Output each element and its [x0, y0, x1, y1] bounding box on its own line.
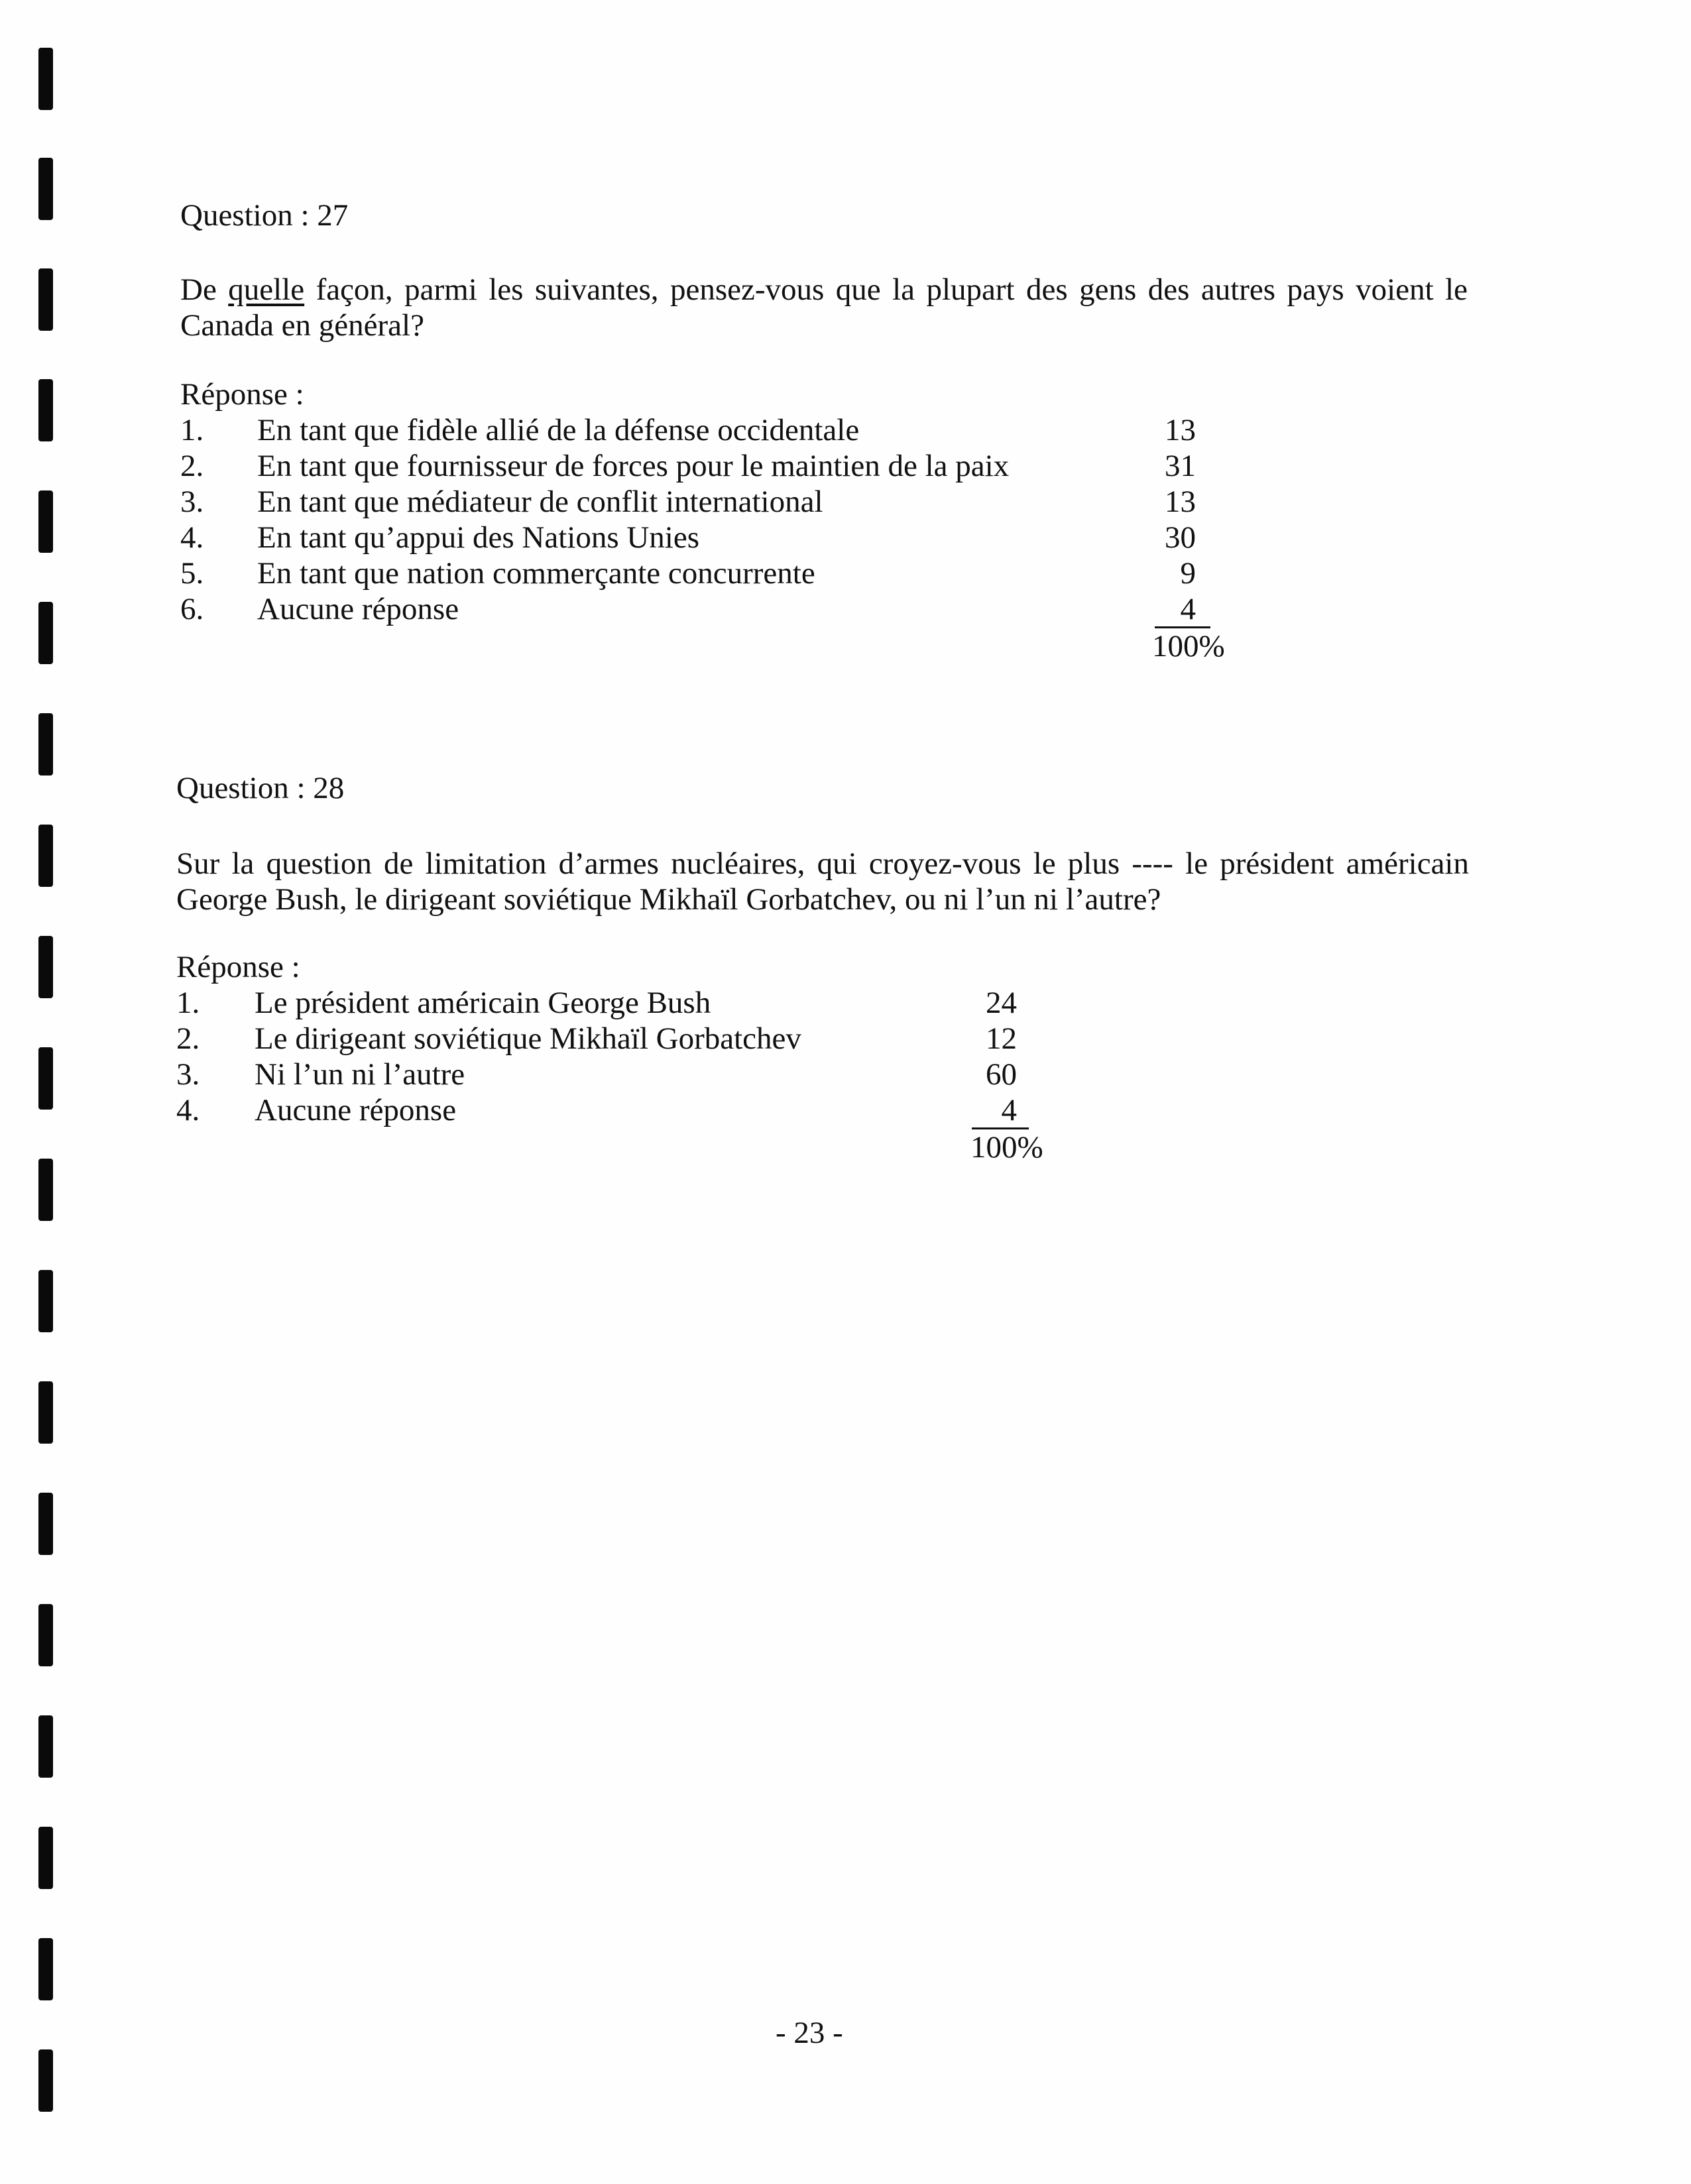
page-number: - 23 -	[776, 2016, 843, 2050]
question-28-response-label: Réponse :	[176, 950, 300, 984]
binder-hole-mark	[38, 1381, 53, 1444]
question-28-text: Sur la question de limitation d’armes nucléaires, qui croyez-vous le plus ---- le président américain George Bush, le dirigeant soviétique Mikhaïl Gorbatchev, ou ni l’un ni l’autre?	[176, 846, 1469, 917]
answer-value: 9	[1180, 556, 1196, 591]
binder-hole-mark	[38, 1938, 53, 2000]
answer-label: En tant que fournisseur de forces pour le maintien de la paix	[257, 449, 1010, 483]
question-28-total: 100%	[970, 1130, 1043, 1165]
binder-hole-mark	[38, 713, 53, 776]
answer-number: 3.	[180, 485, 204, 519]
question-27-text-before: De	[180, 272, 229, 307]
question-27-emphasis: quelle	[228, 272, 305, 307]
answer-value: 13	[1165, 413, 1196, 447]
answer-number: 6.	[180, 592, 204, 626]
binder-hole-mark	[38, 158, 53, 220]
question-27-text-after: façon, parmi les suivantes, pensez-vous que la plupart des gens des autres pays voient le Canada en général?	[180, 272, 1468, 343]
answer-number: 4.	[180, 520, 204, 555]
answer-label: En tant que médiateur de conflit international	[257, 485, 823, 519]
binder-hole-mark	[38, 1493, 53, 1555]
binder-hole-mark	[38, 268, 53, 331]
binder-hole-mark	[38, 936, 53, 998]
question-27-text	[180, 272, 1468, 343]
answer-label: Aucune réponse	[257, 592, 459, 626]
binder-hole-mark	[38, 1827, 53, 1889]
answer-value: 24	[986, 986, 1017, 1020]
answer-label: En tant que fidèle allié de la défense occidentale	[257, 413, 860, 447]
binder-hole-mark	[38, 48, 53, 110]
question-27-response-label: Réponse :	[180, 377, 304, 412]
answer-label: Le président américain George Bush	[255, 986, 711, 1020]
answer-number: 2.	[180, 449, 204, 483]
answer-number: 2.	[176, 1021, 200, 1056]
answer-value: 31	[1165, 449, 1196, 483]
answer-label: Ni l’un ni l’autre	[255, 1057, 465, 1092]
answer-label: En tant que nation commerçante concurrente	[257, 556, 815, 591]
answer-number: 1.	[180, 413, 204, 447]
binder-hole-mark	[38, 1270, 53, 1332]
question-28-heading: Question : 28	[176, 771, 345, 805]
binder-hole-mark	[38, 1715, 53, 1778]
answer-number: 1.	[176, 986, 200, 1020]
answer-value: 12	[986, 1021, 1017, 1056]
answer-label: Aucune réponse	[255, 1093, 457, 1127]
binder-hole-mark	[38, 602, 53, 664]
answer-number: 5.	[180, 556, 204, 591]
answer-number: 3.	[176, 1057, 200, 1092]
answer-value: 60	[986, 1057, 1017, 1092]
answer-label: En tant qu’appui des Nations Unies	[257, 520, 700, 555]
answer-value: 4	[1180, 592, 1196, 626]
binder-hole-mark	[38, 1159, 53, 1221]
answer-value: 13	[1165, 485, 1196, 519]
binder-hole-mark	[38, 379, 53, 441]
binder-hole-mark	[38, 1047, 53, 1110]
binder-hole-mark	[38, 1604, 53, 1666]
answer-label: Le dirigeant soviétique Mikhaïl Gorbatchev	[255, 1021, 801, 1056]
question-27-total: 100%	[1152, 629, 1225, 663]
answer-value: 30	[1165, 520, 1196, 555]
binder-hole-mark	[38, 2049, 53, 2112]
answer-number: 4.	[176, 1093, 200, 1127]
binder-hole-mark	[38, 825, 53, 887]
binder-hole-mark	[38, 490, 53, 553]
question-27-heading: Question : 27	[180, 198, 349, 233]
answer-value: 4	[1001, 1093, 1017, 1127]
